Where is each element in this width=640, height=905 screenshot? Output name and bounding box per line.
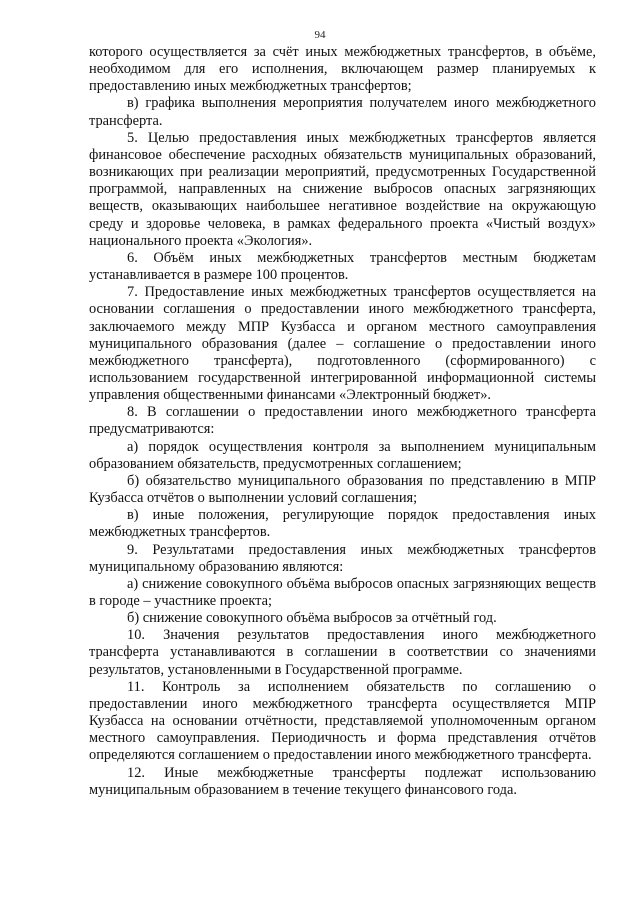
paragraph-9-item-b: б) снижение совокупного объёма выбросов за отчётный год. (127, 610, 497, 627)
paragraph-10: 10. Значения результатов предоставления иного межбюджетного трансферта устанавливаются в соглашении в соответствии со значениями результатов, установленными в Государственной программе. (89, 627, 596, 678)
paragraph-5: 5. Целью предоставления иных межбюджетных трансфертов является финансовое обеспечение расходных обязательств муниципальных образований, возникающих при реализации мероприятий, предусмотренных Государственной программой, направленных на снижение выбросов опасных загрязняющих веществ, оказывающих наибольшее негативное воздействие на окружающую среду и здоровье человека, в рамках федерального проекта «Чистый воздух» национального проекта «Экология». (89, 129, 596, 249)
paragraph-item-v: в) графика выполнения мероприятия получателем иного межбюджетного трансферта. (89, 95, 596, 129)
page-number: 94 (314, 29, 326, 41)
paragraph-8: 8. В соглашении о предоставлении иного межбюджетного трансферта предусматриваются: (89, 404, 596, 438)
paragraph-6: 6. Объём иных межбюджетных трансфертов местным бюджетам устанавливается в размере 100 процентов. (89, 249, 596, 284)
document-body (89, 44, 596, 799)
paragraph-9-item-a: а) снижение совокупного объёма выбросов опасных загрязняющих веществ в городе – участнике проекта; (89, 575, 596, 609)
paragraph-8-item-b: б) обязательство муниципального образования по представлению в МПР Кузбасса отчётов о выполнении условий соглашения; (89, 472, 596, 507)
paragraph-8-item-v: в) иные положения, регулирующие порядок предоставления иных межбюджетных трансфертов. (89, 507, 596, 541)
paragraph-continuation: которого осуществляется за счёт иных межбюджетных трансфертов, в объёме, необходимом для его исполнения, включающем размер планируемых к предоставлению иных межбюджетных трансфертов; (89, 44, 596, 95)
paragraph-9: 9. Результатами предоставления иных межбюджетных трансфертов муниципальному образованию являются: (89, 541, 596, 575)
paragraph-11: 11. Контроль за исполнением обязательств по соглашению о предоставлении иного межбюджетного трансферта осуществляется МПР Кузбасса на основании отчётности, представляемой уполномоченным органом местного самоуправления. Периодичность и форма представления отчётов определяются соглашением о предоставлении иного межбюджетного трансферта. (89, 678, 596, 764)
paragraph-7: 7. Предоставление иных межбюджетных трансфертов осуществляется на основании соглашения о предоставлении иного межбюджетного трансферта, заключаемого между МПР Кузбасса и органом местного самоуправления муниципального образования (далее – соглашение о предоставлении иного межбюджетного трансферта), подготовленного (сформированного) с использованием государственной интегрированной информационной системы управления общественными финансами «Электронный бюджет». (89, 284, 596, 404)
paragraph-12: 12. Иные межбюджетные трансферты подлежат использованию муниципальным образованием в течение текущего финансового года. (89, 764, 596, 798)
paragraph-8-item-a: а) порядок осуществления контроля за выполнением муниципальным образованием обязательств, предусмотренных соглашением; (89, 438, 596, 472)
